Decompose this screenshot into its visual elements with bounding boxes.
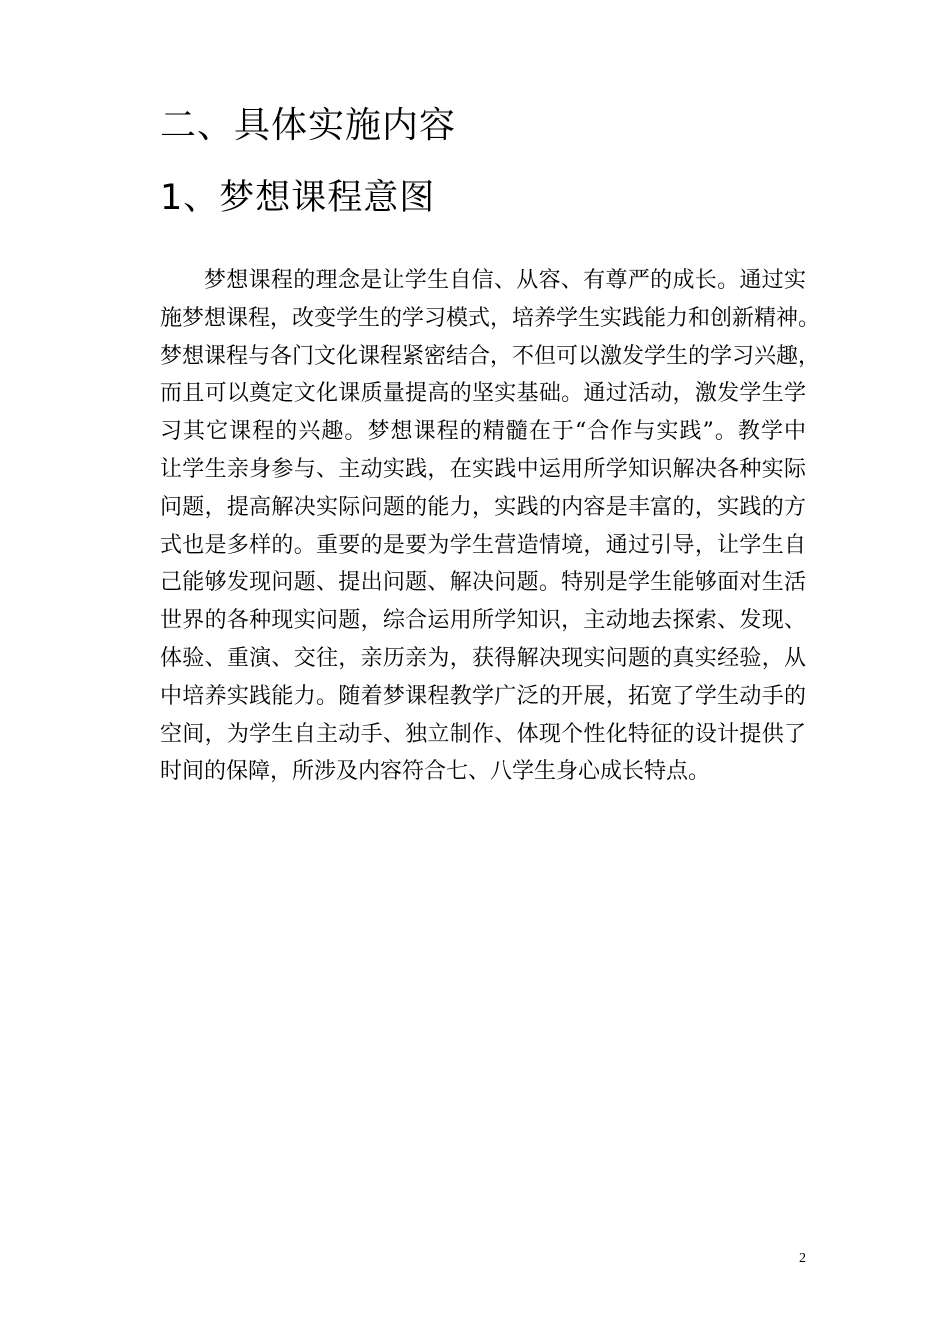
paragraph-line: 施梦想课程，改变学生的学习模式，培养学生实践能力和创新精神。 <box>160 305 821 331</box>
paragraph-line: 习其它课程的兴趣。梦想课程的精髓在于“合作与实践”。教学中 <box>160 419 806 445</box>
section-heading: 二、具体实施内容 <box>160 105 457 146</box>
paragraph-line: 空间，为学生自主动手、独立制作、体现个性化特征的设计提供了 <box>160 721 806 747</box>
paragraph-line: 让学生亲身参与、主动实践，在实践中运用所学知识解决各种实际 <box>160 456 806 482</box>
paragraph-line: 己能够发现问题、提出问题、解决问题。特别是学生能够面对生活 <box>160 570 806 596</box>
paragraph-line: 体验、重演、交往，亲历亲为，获得解决现实问题的真实经验，从 <box>160 645 806 671</box>
paragraph-line: 时间的保障，所涉及内容符合七、八学生身心成长特点。 <box>160 759 711 785</box>
page-number: 2 <box>799 1251 806 1266</box>
subsection-heading: 1、梦想课程意图 <box>160 178 436 218</box>
paragraph-line: 梦想课程的理念是让学生自信、从容、有尊严的成长。通过实 <box>204 268 806 293</box>
paragraph-line: 而且可以奠定文化课质量提高的坚实基础。通过活动，激发学生学 <box>160 381 806 407</box>
paragraph-line: 梦想课程与各门文化课程紧密结合，不但可以激发学生的学习兴趣， <box>160 343 821 369</box>
paragraph-line: 式也是多样的。重要的是要为学生营造情境，通过引导，让学生自 <box>160 532 806 558</box>
body-paragraph <box>160 262 821 791</box>
paragraph-line: 问题，提高解决实际问题的能力，实践的内容是丰富的，实践的方 <box>160 494 806 520</box>
paragraph-line: 中培养实践能力。随着梦课程教学广泛的开展，拓宽了学生动手的 <box>160 683 806 709</box>
paragraph-line: 世界的各种现实问题，综合运用所学知识，主动地去探索、发现、 <box>160 608 806 634</box>
